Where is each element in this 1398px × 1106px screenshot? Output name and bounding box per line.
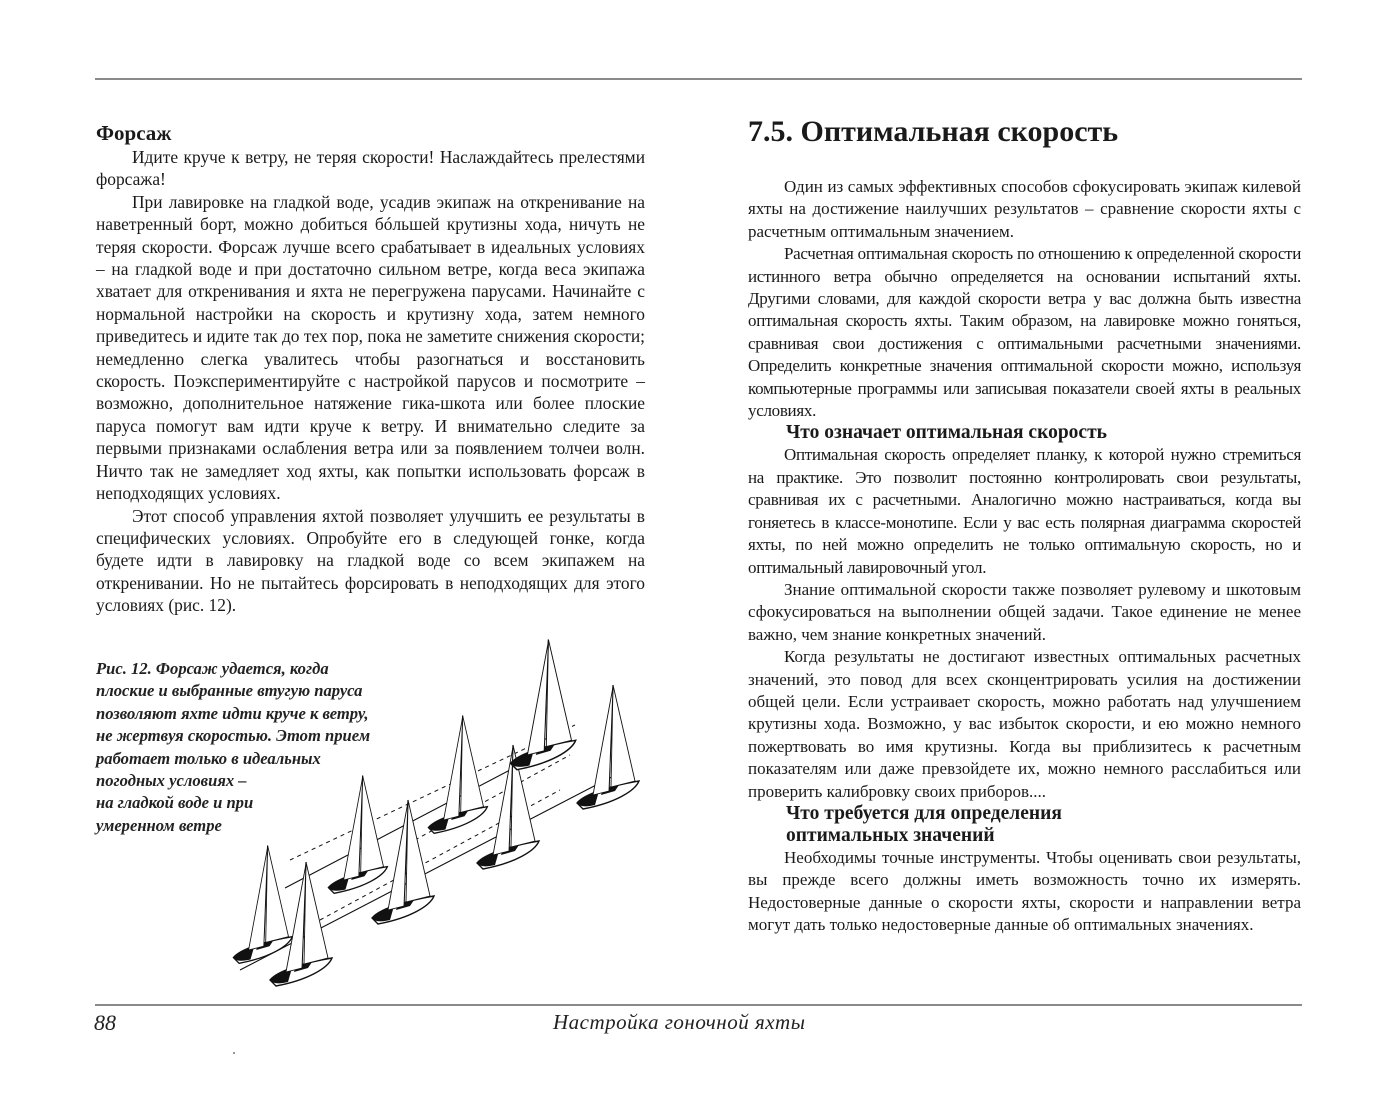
- heading-line: оптимальных значений: [786, 824, 995, 846]
- chapter-heading: 7.5. Оптимальная скорость: [748, 115, 1119, 148]
- top-rule: [95, 78, 1302, 80]
- scan-speck: [233, 1052, 235, 1054]
- paragraph: Знание оптимальной скорости также позволяет рулевому и шкотовым сфокусироваться на выполнении общей задачи. Такое единение не менее важно, чем знание конкретных значений.: [748, 579, 1301, 644]
- caption-line: позволяют яхте идти круче к ветру,: [96, 703, 369, 723]
- caption-line: погодных условиях –: [96, 771, 247, 791]
- caption-line: не жертвуя скоростью. Этот прием: [96, 726, 371, 746]
- caption-line: Рис. 12. Форсаж удается, когда: [96, 659, 329, 678]
- paragraph: Расчетная оптимальная скорость по отношению к определенной скорости истинного ветра обычно определяется на основании испытаний яхты. Другими словами, для каждой скорости ветра у вас должна быть известна оптимальная скорость яхты. Таким образом, на лавировке можно гоняться, сравнивая свои достижения с оптимальными расчетными значениями. Определить конкретные значения оптимальной скорости можно, используя компьютерные программы или записывая показатели своей яхты в реальных условиях.: [748, 244, 1301, 421]
- caption-line: работает только в идеальных: [96, 748, 321, 768]
- subsection-heading-meaning: Что означает оптимальная скорость: [786, 422, 1107, 444]
- paragraph: При лавировке на гладкой воде, усадив экипаж на откренивание на наветренный борт, можно добиться бóльшей крутизны хода, ничуть не теряя скорости. Форсаж лучше всего срабатывает в идеальных условиях – на гладкой воде и при достаточно сильном ветре, когда веса экипажа хватает для откренивания и яхта не перегружена парусами. Начинайте с нормальной настройки на скорость и крутизну хода, затем немного приведитесь и идите так до тех пор, пока не заметите снижения скорости; немедленно слегка увалитесь чтобы разогнаться и восстановить скорость. Поэкспериментируйте с настройкой парусов и посмотрите – возможно, дополнительное натяжение гика-шкота или более плоские паруса помогут вам идти круче к ветру. И внимательно следите за первыми признаками ослабления ветра или за появлением толчеи волн. Ничто так не замедляет ход яхты, как попытки использовать форсаж в неподходящих условиях.: [96, 191, 645, 504]
- subsection-heading-requirements: [748, 803, 1301, 847]
- caption-line: на гладкой воде и при: [96, 793, 254, 813]
- paragraph: Оптимальная скорость определяет планку, к которой нужно стремиться на практике. Это позволит постоянно контролировать свои результаты, сравнивая их с расчетными. Аналогично можно настраиваться, когда вы гоняетесь в классе-монотипе. Если у вас есть полярная диаграмма скоростей яхты, по ней можно определить не только оптимальную скорость, но и оптимальный лавировочный угол.: [748, 445, 1301, 577]
- caption-line: плоские и выбранные втугую паруса: [96, 681, 363, 701]
- caption-line: умеренном ветре: [96, 815, 222, 835]
- heading-line: Что требуется для определения: [786, 802, 1062, 824]
- section-heading-forsazh: Форсаж: [96, 121, 172, 145]
- sailboats-illustration: [220, 630, 660, 990]
- paragraph: Необходимы точные инструменты. Чтобы оценивать свои результаты, вы прежде всего должны иметь возможность точно их измерять. Недостоверные данные о скорости яхты, скорости и направлении ветра могут дать только недостоверные данные об оптимальных значениях.: [748, 847, 1301, 935]
- page-number: 88: [94, 1010, 116, 1035]
- paragraph: Идите круче к ветру, не теряя скорости! Наслаждайтесь прелестями форсажа!: [96, 147, 645, 190]
- paragraph: Один из самых эффективных способов сфокусировать экипаж килевой яхты на достижение наилучших результатов – сравнение скорости яхты с расчетным оптимальным значением.: [748, 177, 1301, 241]
- paragraph: Когда результаты не достигают известных оптимальных расчетных значений, это повод для всех сконцентрировать усилия на достижении общей цели. Если устраивает скорость, можно работать над улучшением крутизны хода. Возможно, у вас избыток скорости, и ею можно немного пожертвовать во имя крутизны. Когда вы приблизитесь к расчетным показателям или даже превзойдете их, можно немного расслабиться или проверить калибровку своих приборов....: [748, 647, 1301, 801]
- paragraph: Этот способ управления яхтой позволяет улучшить ее результаты в специфических условиях. Опробуйте его в следующей гонке, когда будете идти в лавировку на гладкой воде со всем экипажем на откренивании. Но не пытайтесь форсировать в неподходящих для этого условиях (рис. 12).: [96, 505, 645, 616]
- running-title: Настройка гоночной яхты: [553, 1010, 806, 1034]
- left-column: [96, 120, 645, 617]
- right-column: [748, 112, 1301, 937]
- bottom-rule: [95, 1004, 1302, 1006]
